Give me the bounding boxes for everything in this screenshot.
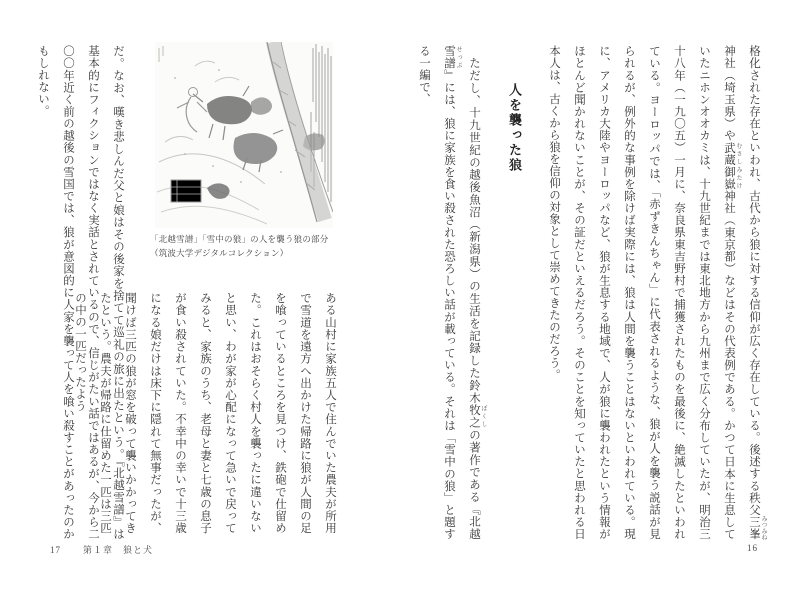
- body-paragraph-story-part2: だ。なお、嘆き悲しんだ父と娘はその後家を捨てて巡礼の旅に出たという。『北越雪譜』は基本的にフィクションではなく実話とされているので、信じがたい話ではあるが、今から二〇〇年近く前の越後の雪国では、狼が意図的に人家を襲って人を喰い殺すことがあったのかもしれない。: [37, 45, 124, 541]
- running-title: 第１章 狼と犬: [83, 545, 154, 555]
- page-number-left: 17: [50, 545, 61, 555]
- illustration-caption: 「北越雪譜」「雪中の狼」の人を襲う狼の部分（筑波大学デジタルコレクション）: [150, 234, 329, 258]
- section-heading: 人を襲った狼: [507, 83, 522, 173]
- left-page-footer: [50, 543, 153, 556]
- woodblock-illustration: [155, 42, 333, 228]
- page-number-right: 16: [747, 543, 758, 553]
- body-paragraph-tadashi: ただし、十九世紀の越後魚沼（新潟県）の生活を記録した鈴木牧之 ぼくしの著作である『北越雪譜 せっぷ』には、狼に家族を食い殺された恐ろしい話が載っている。それは「雪中の狼」と題する一編で、: [418, 45, 486, 541]
- illustration-frame: [155, 42, 333, 228]
- body-paragraph-story-part1: ある山村に家族五人で住んでいた農夫が所用で雪道を遠方へ出かけた帰路に狼が人間の足を喰っているところを見つけ、鉄砲で仕留めた。これはおそらく村人を襲ったに違いないと思い、わが家が心配になって急いで戻ってみると、家族のうち、老母と妻と七歳の息子が食い殺されていた。不幸中の幸いで十三歳になる娘だけは床下に隠れて無事だったが、聞けば三匹の狼が窓を破って襲いかかってきたという。農夫が帰路に仕留めた一匹は三匹の中の一匹だったよう: [74, 292, 336, 534]
- left-page-text-full: [30, 45, 130, 540]
- body-paragraph-continued: 格化された存在といわれ、古代から狼に対する信仰が広く存在している。後述する秩父三峯 みつみね神社（埼玉県）や武蔵 むさし御嶽 みたけ神社（東京都）などはその代表例である。かつて日本に生息していたニホンオオカミは、十九世紀までは東北地方から九州まで広く分布していたが、明治三十八年（一九〇五）一月に、奈良県東吉野村で捕獲されたものを最後に、絶滅したといわれている。ヨーロッパでは、「赤ずきんちゃん」に代表されるような、狼が人を襲う説話が見られるが、例外的な事例を除けば実際には、狼は人間を襲うことはないといわれている。現に、アメリカ大陸やヨーロッパなど、狼が生息する地域で、人が狼に襲われたという情報がほとんど聞かれないことが、その証だといえるだろう。そのことを知っていたと思われる日本人は、古くから狼を信仰の対象として崇めてきたのだろう。: [548, 45, 766, 541]
- right-page-text: [411, 45, 766, 540]
- right-page-footer: [747, 543, 758, 553]
